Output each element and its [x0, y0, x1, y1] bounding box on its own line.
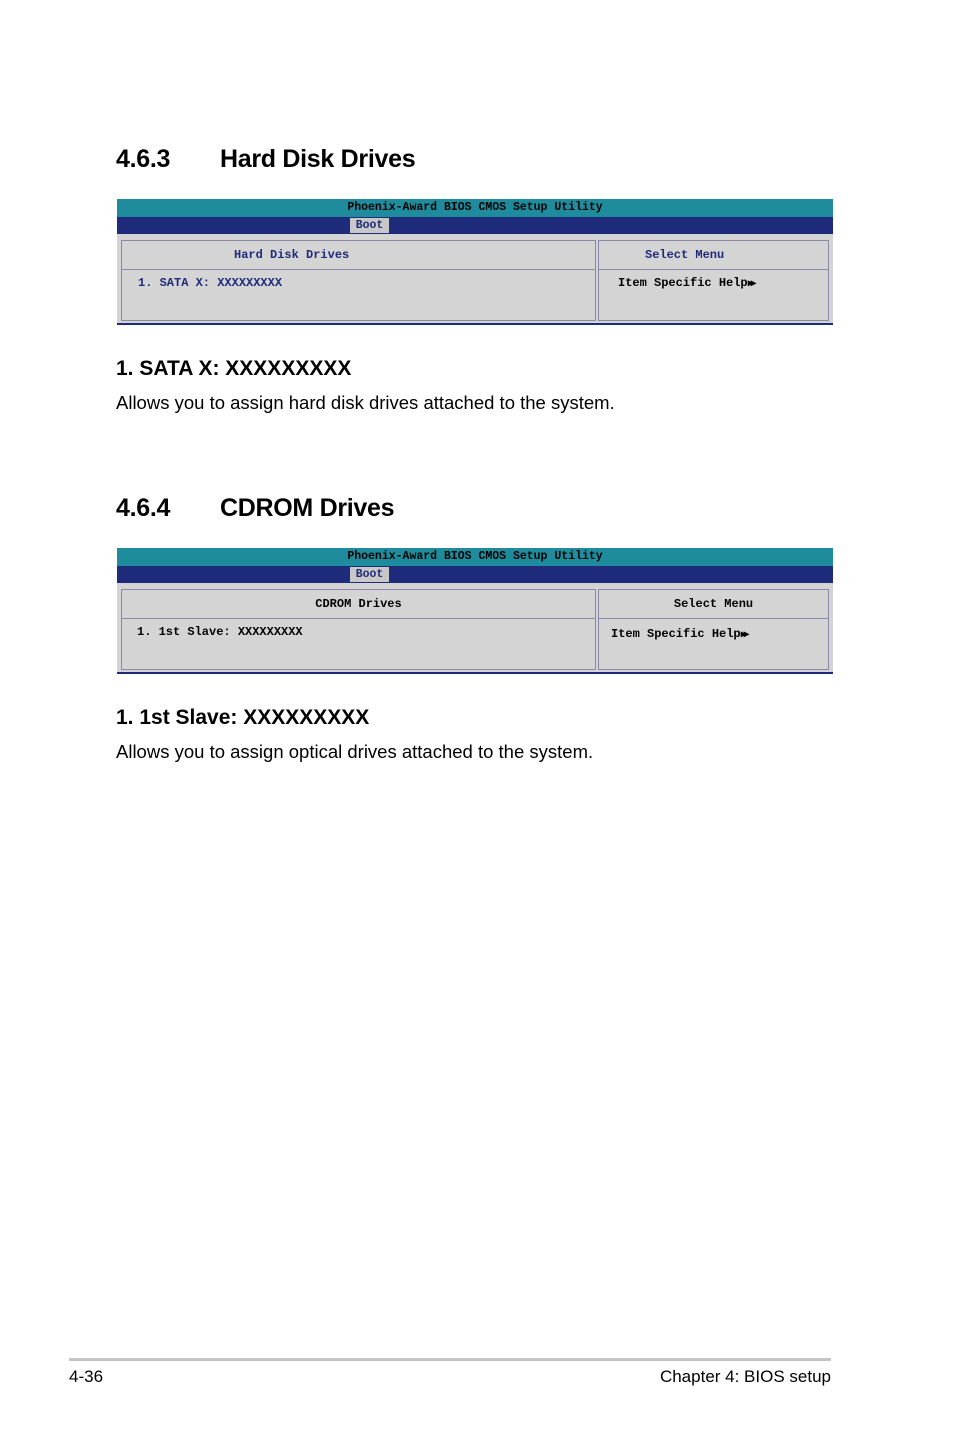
section-number: 4.6.3	[116, 145, 171, 173]
bios-left-panel	[121, 589, 596, 670]
section-heading-hard-disk-drives	[116, 145, 415, 174]
page-number: 4-36	[69, 1367, 104, 1386]
bios-right-panel	[598, 240, 829, 321]
bios-entry-sata-x[interactable]: 1. SATA X: XXXXXXXXX	[138, 276, 283, 290]
help-label: Item Specific Help	[618, 276, 748, 290]
tab-boot[interactable]: Boot	[350, 218, 389, 233]
section-title: CDROM Drives	[220, 494, 395, 522]
bios-menu-bar	[117, 217, 833, 234]
left-panel-header: CDROM Drives	[122, 590, 595, 619]
item-specific-help	[611, 627, 747, 641]
bios-menu-bar	[117, 566, 833, 583]
bios-body	[117, 234, 833, 325]
help-label: Item Specific Help	[611, 627, 741, 641]
bios-title-bar: Phoenix-Award BIOS CMOS Setup Utility	[117, 548, 833, 566]
bios-screen-cdrom-drives	[117, 548, 833, 674]
bios-right-panel	[598, 589, 829, 670]
item-specific-help	[618, 276, 754, 290]
double-right-arrow-icon: ▶▶	[740, 630, 747, 641]
item-description-sata-x: Allows you to assign hard disk drives attached to the system.	[116, 392, 615, 413]
double-right-arrow-icon: ▶▶	[747, 279, 754, 290]
chapter-title: Chapter 4: BIOS setup	[659, 1367, 831, 1386]
bios-screen-hard-disk-drives	[117, 199, 833, 325]
bios-left-panel	[121, 240, 596, 321]
section-title: Hard Disk Drives	[220, 145, 416, 173]
item-heading-sata-x: 1. SATA X: XXXXXXXXX	[116, 357, 352, 380]
bios-body	[117, 583, 833, 674]
right-panel-header: Select Menu	[599, 590, 828, 619]
bios-title-bar: Phoenix-Award BIOS CMOS Setup Utility	[117, 199, 833, 217]
footer-divider	[69, 1358, 831, 1361]
section-heading-cdrom-drives	[116, 494, 394, 523]
right-panel-header: Select Menu	[599, 241, 828, 270]
item-description-1st-slave: Allows you to assign optical drives attached to the system.	[116, 741, 594, 762]
item-heading-1st-slave: 1. 1st Slave: XXXXXXXXX	[116, 706, 370, 729]
section-number: 4.6.4	[116, 494, 171, 522]
bios-entry-1st-slave[interactable]: 1. 1st Slave: XXXXXXXXX	[137, 625, 303, 639]
tab-boot[interactable]: Boot	[350, 567, 389, 582]
left-panel-header: Hard Disk Drives	[122, 241, 595, 270]
